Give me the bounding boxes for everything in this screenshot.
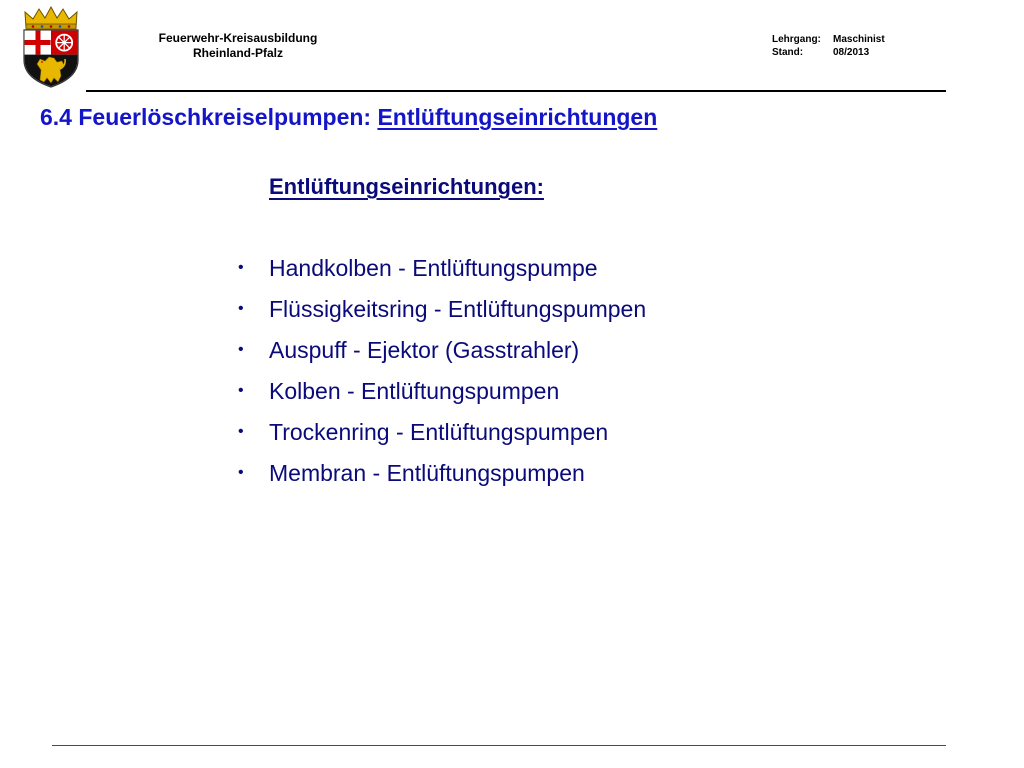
list-item-text: Flüssigkeitsring - Entlüftungspumpen [269, 296, 647, 322]
course-label: Lehrgang: [772, 34, 821, 45]
course-value: Maschinist [833, 34, 885, 45]
bullet-icon: • [238, 341, 244, 358]
palatinate-lion-icon [25, 55, 78, 87]
list-item-text: Membran - Entlüftungspumpen [269, 460, 585, 486]
page-title [40, 102, 657, 132]
organization-line-1: Feuerwehr-Kreisausbildung [158, 31, 318, 45]
title-underlined: Entlüftungseinrichtungen [377, 104, 658, 130]
organization-line-2: Rheinland-Pfalz [192, 46, 283, 60]
status-value: 08/2013 [833, 47, 870, 58]
status-row [772, 46, 885, 59]
footer-divider [52, 745, 946, 746]
course-row [772, 33, 885, 46]
rhineland-palatinate-coat-of-arms-icon [20, 6, 82, 88]
list-item-text: Auspuff - Ejektor (Gasstrahler) [269, 337, 580, 363]
organization-name [118, 31, 358, 61]
mainz-wheel-icon [51, 31, 77, 55]
crown-icon [25, 7, 77, 29]
list-item-text: Kolben - Entlüftungspumpen [269, 378, 560, 404]
bullet-icon: • [238, 300, 244, 317]
trier-cross-icon [25, 31, 51, 55]
bullet-icon: • [238, 423, 244, 440]
bullet-icon: • [238, 259, 244, 276]
header-divider [86, 90, 946, 92]
title-prefix: 6.4 Feuerlöschkreiselpumpen: [40, 104, 378, 130]
bullet-icon: • [238, 464, 244, 481]
list-item-text: Handkolben - Entlüftungspumpe [269, 255, 598, 281]
section-heading: Entlüftungseinrichtungen: [269, 174, 544, 199]
list-item-text: Trockenring - Entlüftungspumpen [269, 419, 609, 445]
course-info [772, 33, 885, 59]
bullet-icon: • [238, 382, 244, 399]
status-label: Stand: [772, 47, 804, 58]
